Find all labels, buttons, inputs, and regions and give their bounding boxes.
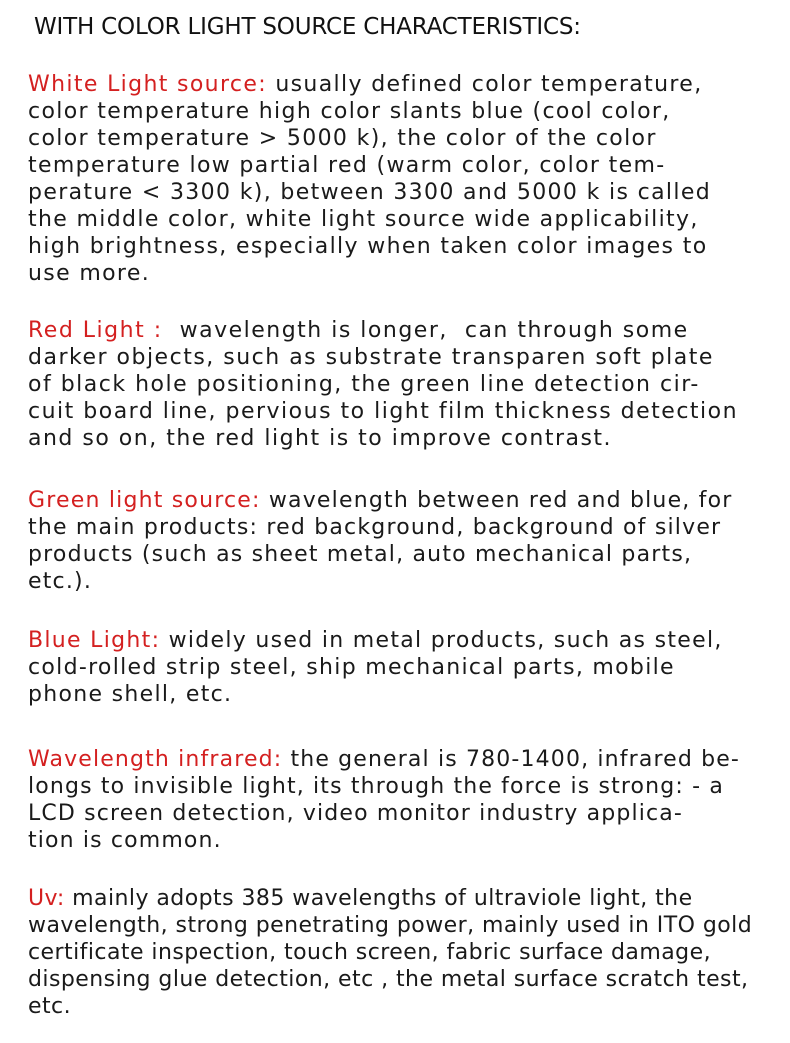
text-line: the main products: red background, background of silver: [28, 515, 722, 540]
text-line-content: the general is 780-1400, infrared be-: [282, 747, 741, 772]
text-line: [28, 746, 778, 773]
text-line: color temperature high color slants blue (cool color,: [28, 99, 671, 124]
text-line: the middle color, white light source wide applicability,: [28, 207, 699, 232]
section-uv: [28, 885, 778, 1020]
text-line: wavelength, strong penetrating power, mainly used in ITO gold: [28, 913, 753, 938]
text-line: tion is common.: [28, 828, 222, 853]
text-line: etc.).: [28, 569, 93, 594]
text-line-content: usually defined color temperature,: [266, 72, 703, 97]
section-label-red-light: Red Light :: [28, 318, 163, 343]
text-line-content: wavelength between red and blue, for: [260, 488, 733, 513]
text-line: color temperature > 5000 k), the color of the color: [28, 126, 657, 151]
text-line: [28, 885, 778, 912]
text-line: LCD screen detection, video monitor industry applica-: [28, 801, 683, 826]
text-line: cuit board line, pervious to light film thickness detection: [28, 399, 739, 424]
text-line: [28, 71, 778, 98]
text-line: of black hole positioning, the green line detection cir-: [28, 372, 700, 397]
text-line: [28, 487, 778, 514]
text-line: use more.: [28, 261, 151, 286]
section-green-light: [28, 487, 778, 595]
text-line: [28, 317, 778, 344]
text-line-content: wavelength is longer, can through some: [162, 318, 689, 343]
text-line: phone shell, etc.: [28, 682, 233, 707]
text-line: high brightness, especially when taken color images to: [28, 234, 708, 259]
text-line: darker objects, such as substrate transparen soft plate: [28, 345, 714, 370]
text-line: longs to invisible light, its through the force is strong: - a: [28, 774, 724, 799]
text-line: temperature low partial red (warm color, color tem-: [28, 153, 666, 178]
text-line: and so on, the red light is to improve contrast.: [28, 426, 613, 451]
section-label-white-light: White Light source:: [28, 72, 267, 97]
text-line: dispensing glue detection, etc , the metal surface scratch test,: [28, 967, 749, 992]
text-line: products (such as sheet metal, auto mechanical parts,: [28, 542, 693, 567]
text-line: etc.: [28, 994, 72, 1019]
text-line: certificate inspection, touch screen, fabric surface damage,: [28, 940, 712, 965]
page-title: WITH COLOR LIGHT SOURCE CHARACTERISTICS:: [34, 14, 581, 40]
text-line: [28, 627, 778, 654]
section-infrared: [28, 746, 778, 854]
section-label-blue-light: Blue Light:: [28, 628, 161, 653]
section-white-light: [28, 71, 778, 287]
text-line: cold-rolled strip steel, ship mechanical parts, mobile: [28, 655, 675, 680]
section-red-light: [28, 317, 778, 452]
section-label-green-light: Green light source:: [28, 488, 261, 513]
text-line: perature < 3300 k), between 3300 and 5000 k is called: [28, 180, 712, 205]
text-line-content: widely used in metal products, such as steel,: [160, 628, 723, 653]
section-label-uv: Uv:: [28, 886, 65, 911]
section-blue-light: [28, 627, 778, 708]
text-line-content: mainly adopts 385 wavelengths of ultraviole light, the: [64, 886, 693, 911]
section-label-infrared: Wavelength infrared:: [28, 747, 283, 772]
